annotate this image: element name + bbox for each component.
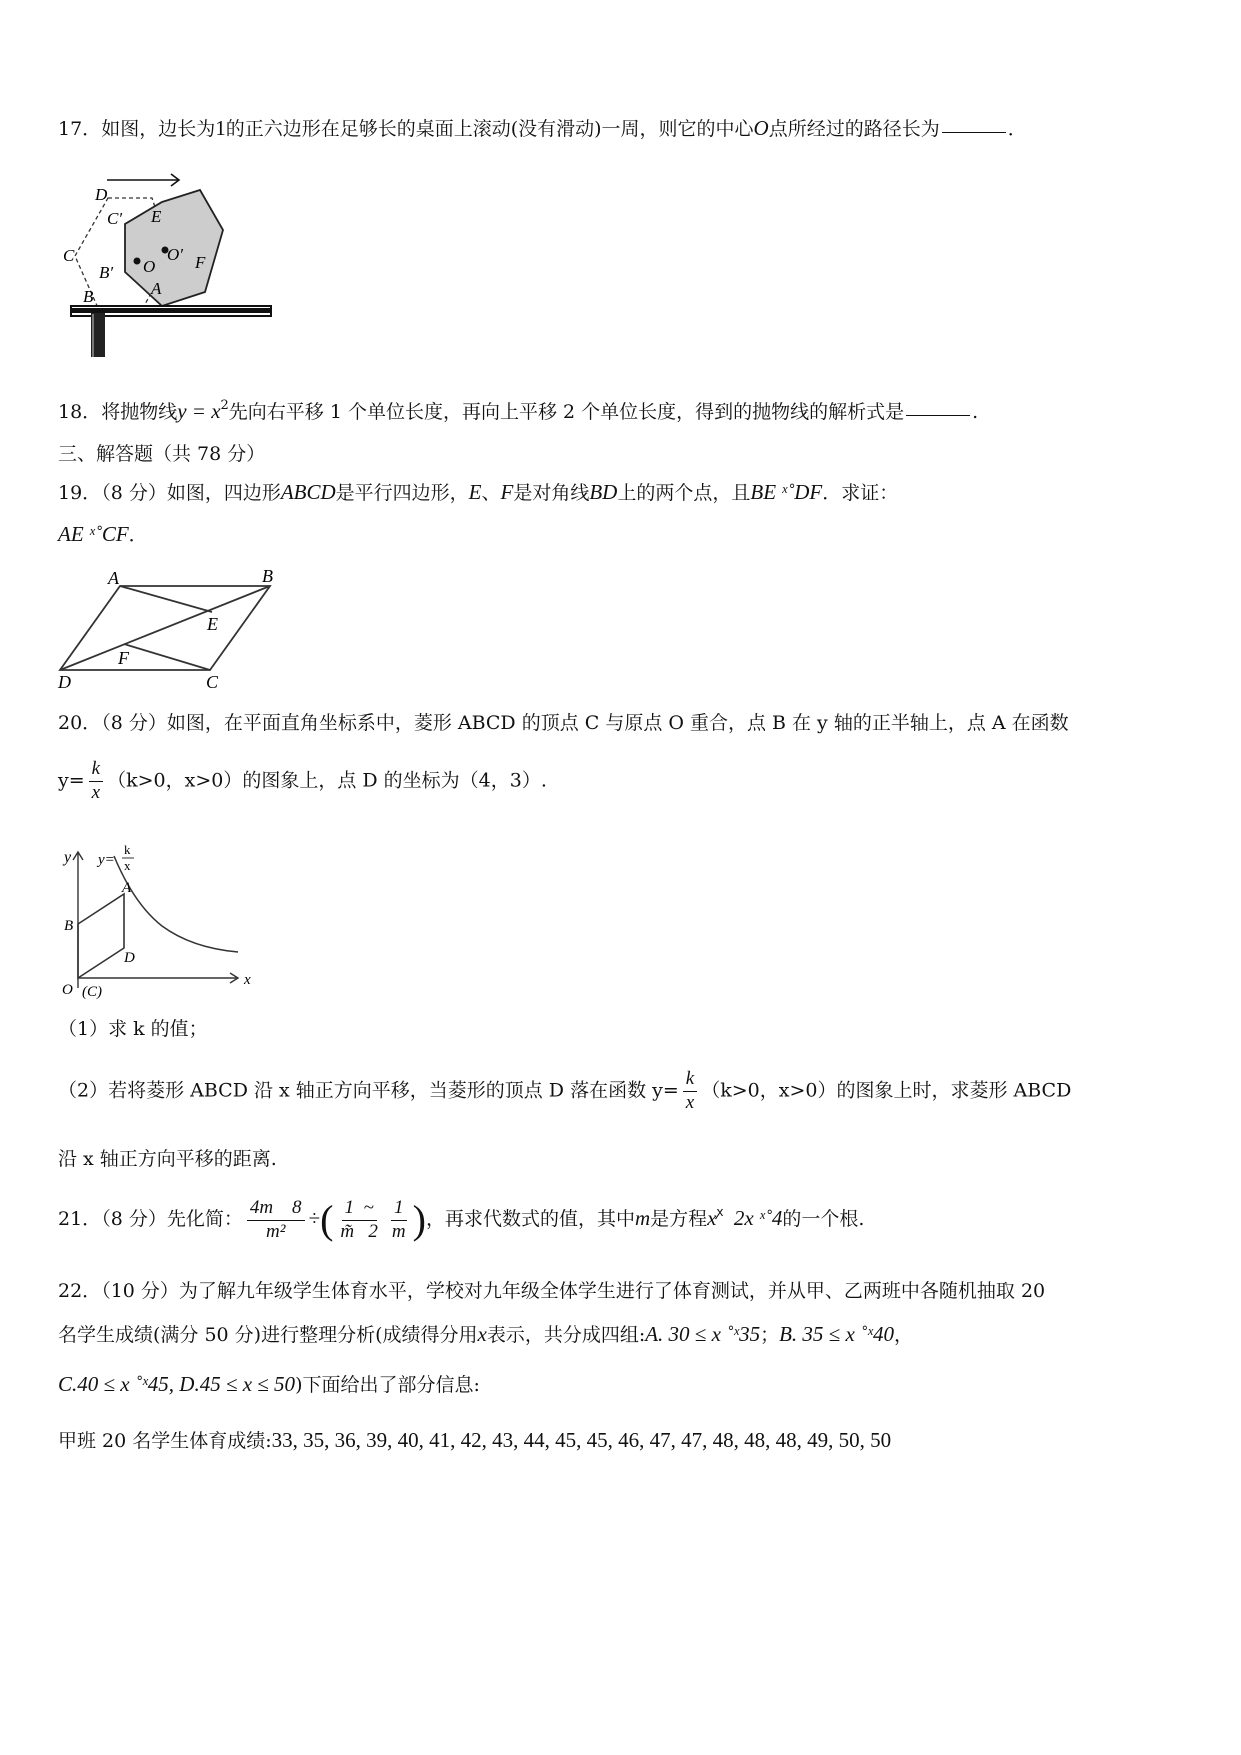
fraction-1: $\frac{4m 8}{\text{m²}}$ (247, 1197, 305, 1244)
label-D: D (95, 185, 108, 204)
label-C-prime: C′ (107, 209, 123, 228)
q18-text: 18．将抛物线$y = x^2$先向右平移 1 个单位长度，再向上平移 2 个单位长度，得到的抛物线的解析式是 . (58, 398, 979, 423)
q22-text-3: C.40 ≤ x ˚ˣ45, D.45 ≤ x ≤ 50)下面给出了部分信息: (58, 1372, 480, 1396)
label-y: y (64, 849, 72, 866)
label-O: O (62, 982, 73, 998)
fraction-3: $\frac{1}{m}$ (391, 1196, 406, 1242)
coordinate-figure (52, 838, 282, 1008)
answer-blank (942, 131, 1006, 133)
label-B: B (262, 566, 273, 586)
label-F: F (195, 253, 206, 272)
fraction-2: $\frac{1 \sim}{m̃ 2}$ (340, 1196, 378, 1242)
parallelogram-figure (52, 562, 292, 692)
hexagon-rolling-figure (55, 168, 285, 360)
q22-text-2: 名学生成绩(满分 50 分)进行整理分析(成绩得分用x表示，共分成四组:A. 30 ≤ x ˚ˣ35；B. 35 ≤ x ˚ˣ40， (58, 1322, 913, 1346)
q19-text: 19．（8 分）如图，四边形ABCD是平行四边形，E、F是对角线BD上的两个点，且BE ˣ˚DF．求证： (58, 480, 899, 504)
label-O-prime: O′ (167, 245, 183, 264)
label-C: (C) (82, 984, 102, 1000)
label-E: E (207, 614, 218, 634)
label-B-prime: B′ (99, 263, 114, 282)
q20-text-2: y= $\frac{k}{x}$ （k>0，x>0）的图象上，点 D 的坐标为（4，3）. (58, 758, 547, 803)
q20-sub1: （1）求 k 的值； (58, 1018, 208, 1040)
q19-text-2: AE ˣ˚CF． (58, 522, 148, 546)
q20-text: 20．（8 分）如图，在平面直角坐标系中，菱形 ABCD 的顶点 C 与原点 O 重合，点 B 在 y 轴的正半轴上，点 A 在函数 (58, 712, 1069, 734)
label-E: E (151, 207, 162, 226)
q21-text: 21．（8 分）先化简： $\frac{4m 8}{\text{m²}}$ ÷( $\frac{1 \sim}{m̃ 2}$ $\frac{1}{m}$ )，再求代数式的值，其中m是方程$x^ꭗ$ 2x ˣ˚4的一个根. (58, 1196, 865, 1242)
section-header: 三、解答题（共 78 分） (58, 443, 266, 465)
answer-blank (906, 414, 970, 416)
label-F: F (118, 648, 129, 668)
label-A: A (151, 279, 162, 298)
label-C: C (63, 246, 75, 265)
fraction-k-over-x: $\frac{k}{x}$ (89, 758, 103, 805)
label-fn: y= (98, 852, 115, 868)
label-A: A (108, 568, 119, 588)
label-B: B (64, 918, 74, 934)
q20-sub2-cont: 沿 x 轴正方向平移的距离. (58, 1148, 277, 1170)
label-D: D (124, 950, 135, 966)
q22-text: 22．（10 分）为了解九年级学生体育水平，学校对九年级全体学生进行了体育测试，并从甲、乙两班中各随机抽取 20 (58, 1280, 1046, 1302)
label-A: A (122, 880, 132, 896)
label-D: D (58, 672, 71, 692)
q20-sub2: （2）若将菱形 ABCD 沿 x 轴正方向平移，当菱形的顶点 D 落在函数 y= $\frac{k}{x}$ （k>0，x>0）的图象上时，求菱形 ABCD (58, 1068, 1072, 1113)
q22-scores: 甲班 20 名学生体育成绩:33, 35, 36, 39, 40, 41, 42, 43, 44, 45, 45, 46, 47, 47, 48, 48, 48, 49, 50, 50 (58, 1428, 892, 1452)
fraction-k-over-x: $\frac{k}{x}$ (683, 1068, 697, 1115)
label-x-axis: x (244, 972, 251, 988)
label-C: C (206, 672, 219, 692)
label-fk: k (124, 842, 131, 857)
label-O: O (143, 257, 156, 276)
label-B: B (83, 287, 94, 306)
label-fx: x (124, 858, 131, 873)
q17-text: 17．如图，边长为1的正六边形在足够长的桌面上滚动(没有滑动)一周，则它的中心O点所经过的路径长为 ． (58, 116, 1027, 140)
